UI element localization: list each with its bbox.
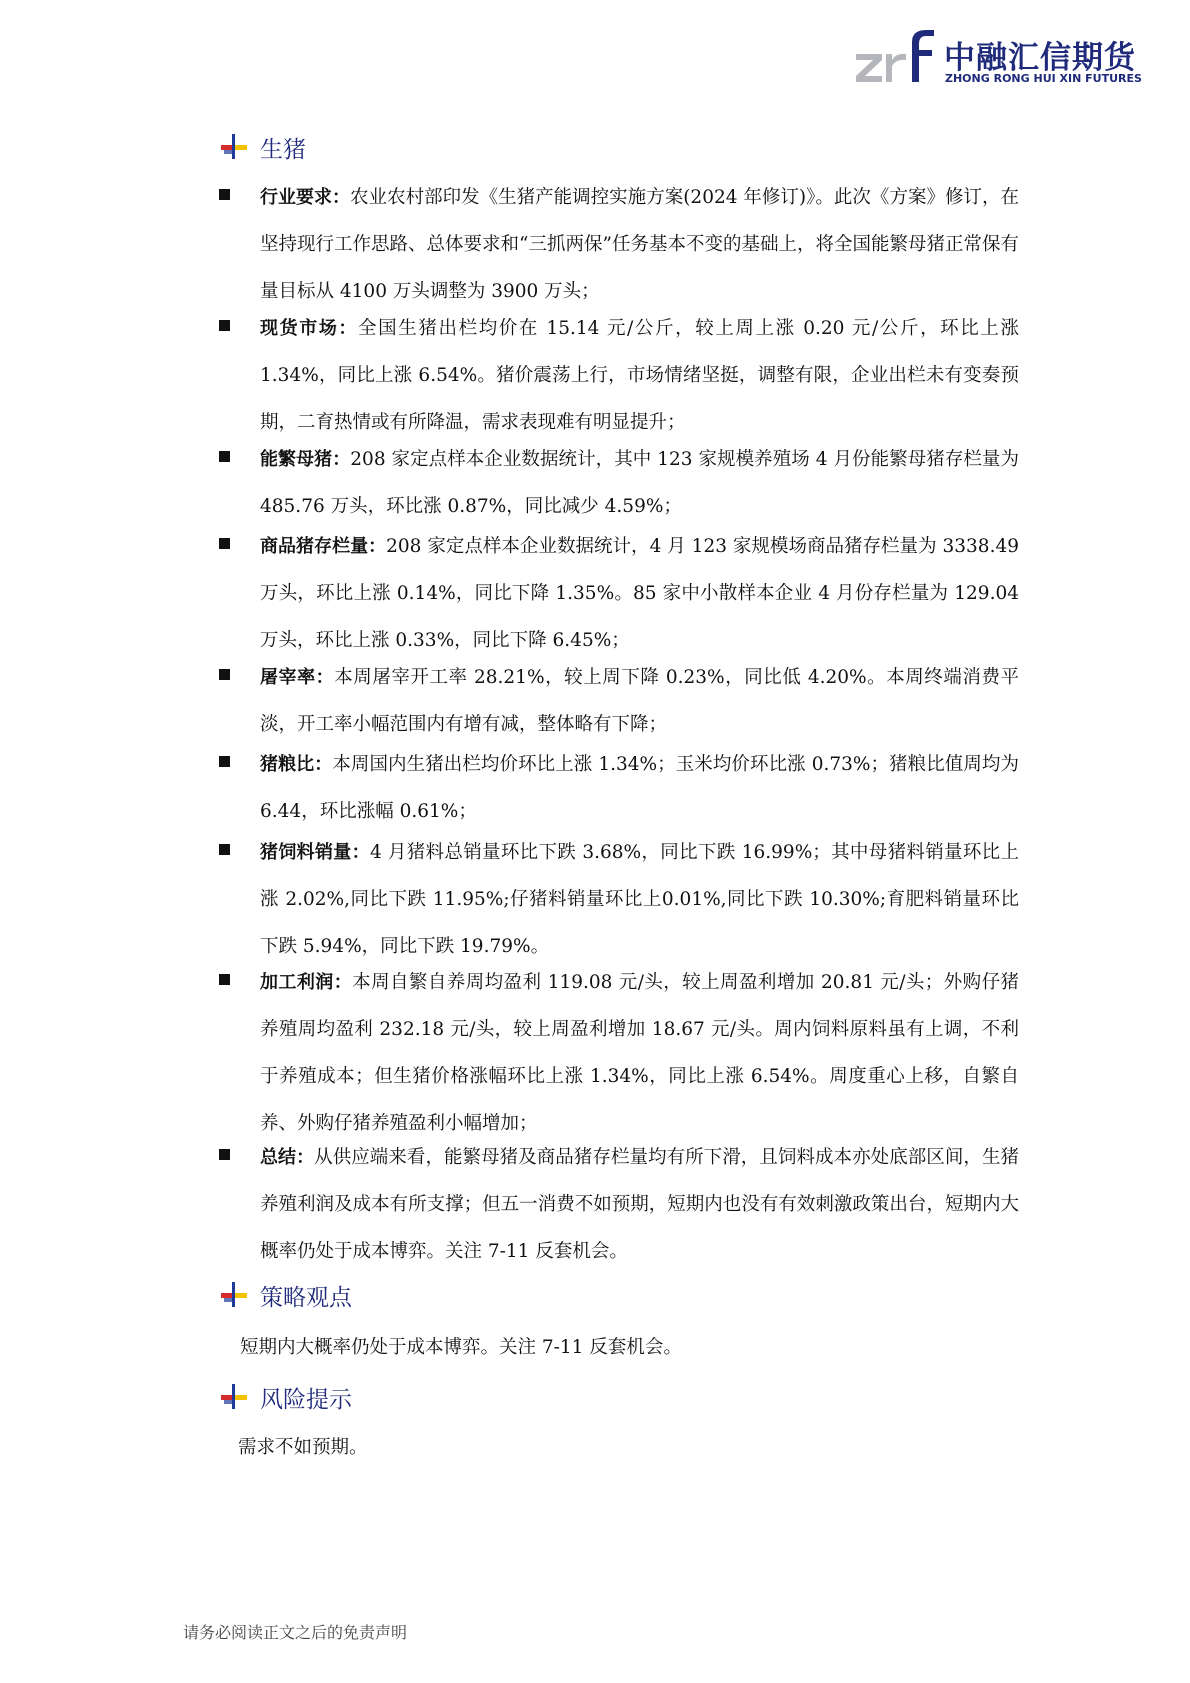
disclaimer-footer: 请务必阅读正文之后的免责声明 — [183, 1623, 408, 1642]
logo-chinese-name: 中融汇信期货 — [944, 40, 1136, 76]
item-label: 能繁母猪： — [260, 449, 351, 470]
bullet-square-icon — [219, 451, 230, 462]
item-body: 全国生猪出栏均价在 15.14 元/公斤，较上周上涨 0.20 元/公斤，环比上涨 1.34%，同比上涨 6.54%。猪价震荡上行，市场情绪坚挺，调整有限，企业出栏未有变奏预期，二育热情或有所降温，需求表现难有明显提升； — [260, 318, 1020, 433]
item-label: 猪饲料销量： — [260, 842, 370, 863]
section-cross-icon — [220, 1383, 248, 1411]
item-body: 本周自繁自养周均盈利 119.08 元/头，较上周盈利增加 20.81 元/头；外购仔猪养殖周均盈利 232.18 元/头，较上周盈利增加 18.67 元/头。周内饲料原料虽有上调，不利于养殖成本；但生猪价格涨幅环比上涨 1.34%，同比上涨 6.54%。周度重心上移，自繁自养、外购仔猪养殖盈利小幅增加； — [260, 972, 1020, 1134]
bullet-square-icon — [219, 320, 230, 331]
section-cross-icon — [220, 133, 248, 161]
list-item-text — [260, 654, 1019, 748]
item-label: 现货市场： — [260, 318, 359, 339]
bullet-square-icon — [219, 974, 230, 985]
list-item — [219, 741, 1019, 835]
section-header-risk — [220, 1379, 352, 1415]
list-item — [219, 829, 1019, 970]
bullet-square-icon — [219, 669, 230, 680]
list-item-text — [260, 1134, 1019, 1275]
list-item-text — [260, 959, 1019, 1147]
list-item-text — [260, 305, 1019, 446]
bullet-square-icon — [219, 538, 230, 549]
list-item — [219, 654, 1019, 748]
list-item — [219, 174, 1019, 315]
item-label: 商品猪存栏量： — [260, 536, 387, 557]
section-title-risk: 风险提示 — [260, 1386, 352, 1413]
item-body: 208 家定点样本企业数据统计，其中 123 家规模养殖场 4 月份能繁母猪存栏量为 485.76 万头，环比涨 0.87%，同比减少 4.59%； — [260, 449, 1019, 517]
list-item — [219, 305, 1019, 446]
item-label: 总结： — [260, 1147, 315, 1168]
company-logo — [850, 26, 1142, 90]
section-title-strategy: 策略观点 — [260, 1284, 352, 1311]
item-body: 农业农村部印发《生猪产能调控实施方案(2024 年修订)》。此次《方案》修订，在坚持现行工作思路、总体要求和“三抓两保”任务基本不变的基础上，将全国能繁母猪正常保有量目标从 4100 万头调整为 3900 万头； — [260, 187, 1019, 302]
list-item-text — [260, 829, 1019, 970]
item-label: 加工利润： — [260, 972, 353, 993]
list-item-text — [260, 523, 1019, 664]
item-body: 本周屠宰开工率 28.21%，较上周下降 0.23%，同比低 4.20%。本周终端消费平淡，开工率小幅范围内有增有减，整体略有下降； — [260, 667, 1020, 735]
risk-text: 需求不如预期。 — [238, 1437, 368, 1458]
bullet-square-icon — [219, 844, 230, 855]
bullet-square-icon — [219, 189, 230, 200]
item-label: 屠宰率： — [260, 667, 335, 688]
section-header-strategy — [220, 1277, 352, 1313]
list-item — [219, 523, 1019, 664]
list-item — [219, 959, 1019, 1147]
zrf-logo-mark — [850, 26, 940, 90]
list-item — [219, 1134, 1019, 1275]
section-title-hog: 生猪 — [260, 136, 306, 163]
list-item — [219, 436, 1019, 530]
strategy-text: 短期内大概率仍处于成本博弈。关注 7-11 反套机会。 — [240, 1337, 682, 1358]
list-item-text — [260, 741, 1019, 835]
section-header-hog — [220, 129, 306, 165]
item-label: 猪粮比： — [260, 754, 333, 775]
item-body: 4 月猪料总销量环比下跌 3.68%，同比下跌 16.99%；其中母猪料销量环比上涨 2.02%,同比下跌 11.95%;仔猪料销量环比上0.01%,同比下跌 10.30%;育肥料销量环比下跌 5.94%，同比下跌 19.79%。 — [260, 842, 1019, 957]
item-body: 从供应端来看，能繁母猪及商品猪存栏量均有所下滑，且饲料成本亦处底部区间，生猪养殖利润及成本有所支撑；但五一消费不如预期，短期内也没有有效刺激政策出台，短期内大概率仍处于成本博弈。关注 7-11 反套机会。 — [260, 1147, 1019, 1262]
item-label: 行业要求： — [260, 187, 351, 208]
list-item-text — [260, 436, 1019, 530]
logo-english-name: ZHONG RONG HUI XIN FUTURES — [945, 72, 1142, 85]
item-body: 本周国内生猪出栏均价环比上涨 1.34%；玉米均价环比涨 0.73%；猪粮比值周均为 6.44，环比涨幅 0.61%； — [260, 754, 1019, 822]
item-body: 208 家定点样本企业数据统计，4 月 123 家规模场商品猪存栏量为 3338.49 万头，环比上涨 0.14%，同比下降 1.35%。85 家中小散样本企业 4 月份存栏量为 129.04 万头，环比上涨 0.33%，同比下降 6.45%； — [260, 536, 1019, 651]
list-item-text — [260, 174, 1019, 315]
bullet-square-icon — [219, 1149, 230, 1160]
bullet-square-icon — [219, 756, 230, 767]
section-cross-icon — [220, 1281, 248, 1309]
